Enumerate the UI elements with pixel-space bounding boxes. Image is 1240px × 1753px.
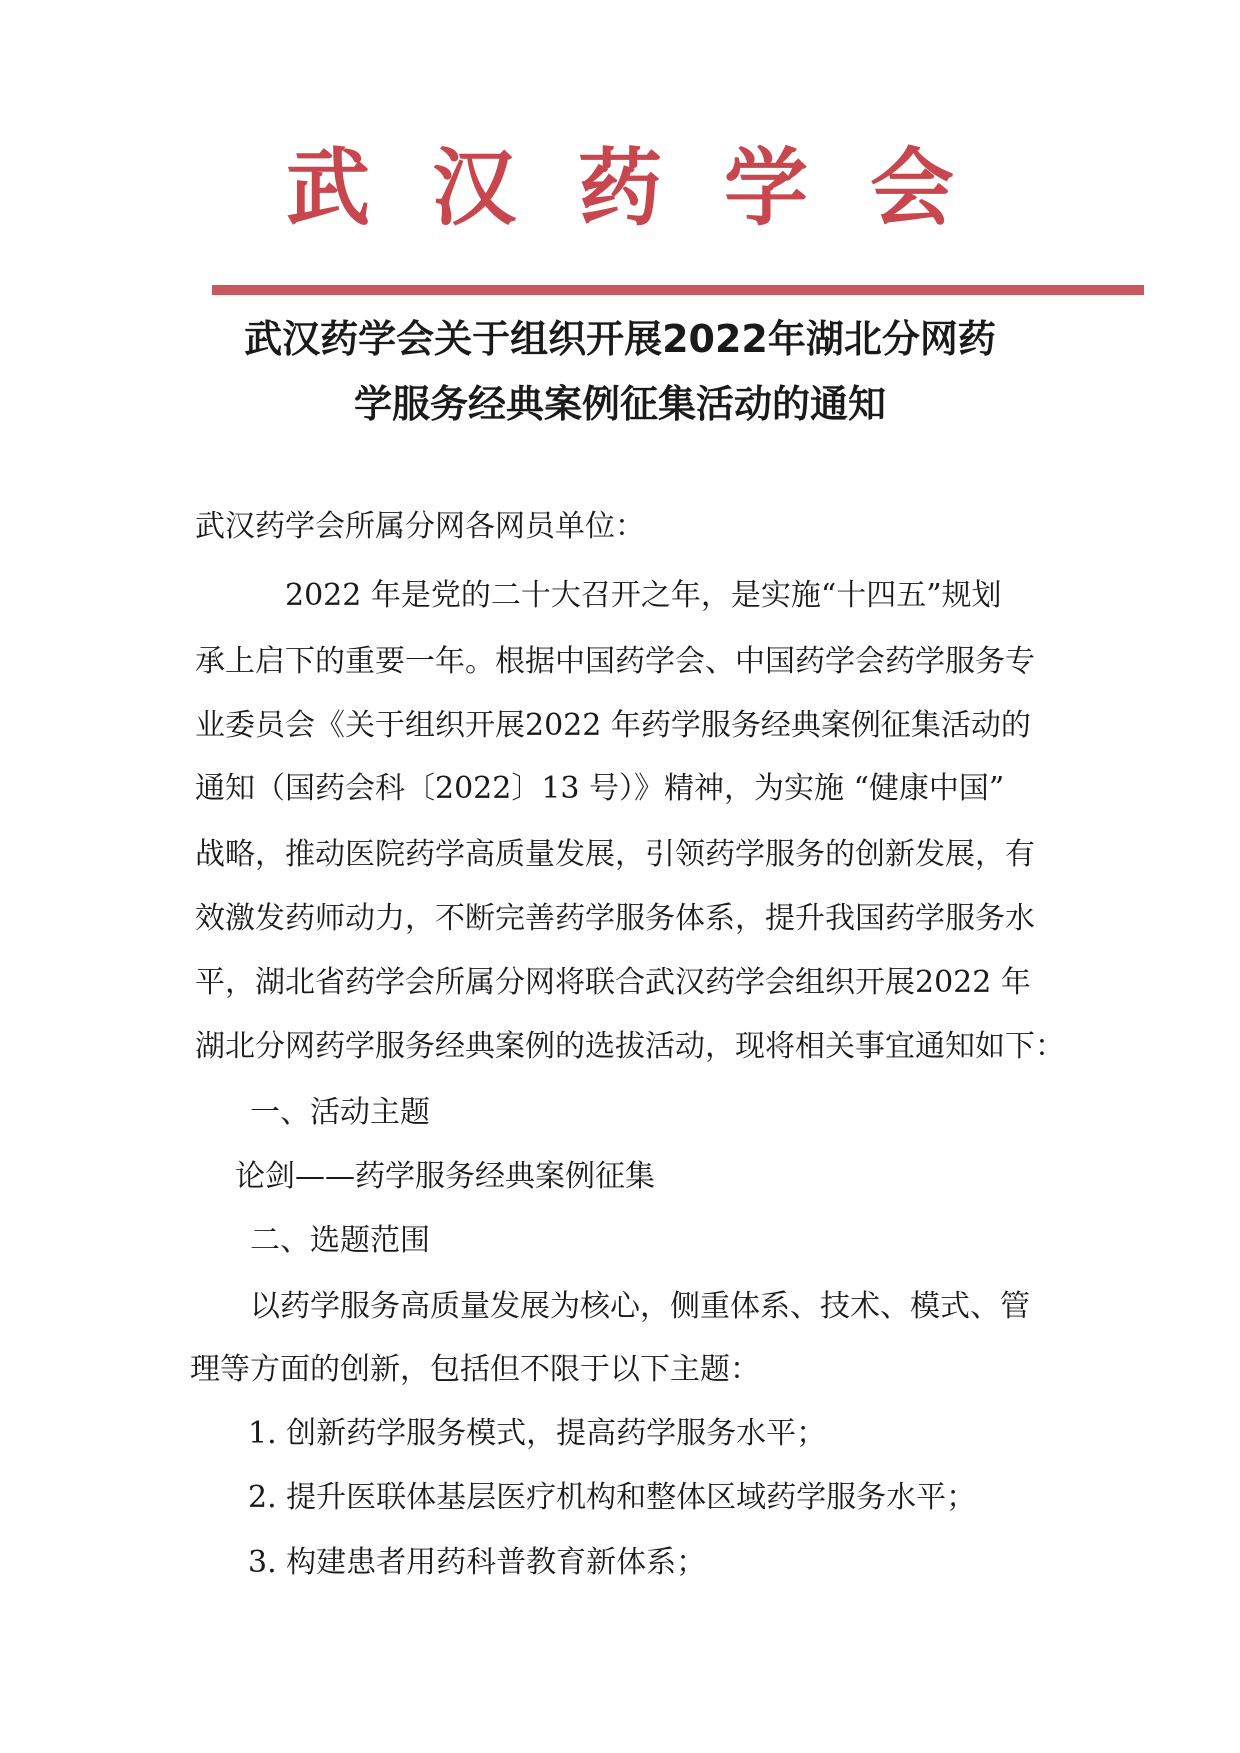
paragraph-line: 以药学服务高质量发展为核心，侧重体系、技术、模式、管	[250, 1289, 1030, 1324]
section-heading-theme: 一、活动主题	[250, 1095, 430, 1130]
topic-item: 1. 创新药学服务模式，提高药学服务水平；	[248, 1416, 827, 1451]
section-heading-scope: 二、选题范围	[250, 1223, 430, 1258]
paragraph-line: 通知（国药会科〔2022〕13 号）》精神，为实施 “健康中国”	[195, 771, 1005, 806]
document-title-line-1: 武汉药学会关于组织开展2022年湖北分网药	[244, 317, 996, 361]
document-title-line-2: 学服务经典案例征集活动的通知	[353, 382, 886, 426]
paragraph-line: 2022 年是党的二十大召开之年，是实施“十四五”规划	[285, 578, 1002, 613]
topic-item: 3. 构建患者用药科普教育新体系；	[248, 1545, 707, 1580]
paragraph-line: 承上启下的重要一年。根据中国药学会、中国药学会药学服务专	[195, 644, 1035, 679]
paragraph-line: 业委员会《关于组织开展2022 年药学服务经典案例征集活动的	[195, 708, 1031, 743]
salutation: 武汉药学会所属分网各网员单位：	[195, 509, 645, 544]
paragraph-line: 平，湖北省药学会所属分网将联合武汉药学会组织开展2022 年	[195, 965, 1031, 1000]
topic-item: 2. 提升医联体基层医疗机构和整体区域药学服务水平；	[248, 1480, 977, 1515]
red-divider-rule	[212, 285, 1144, 295]
paragraph-line: 效激发药师动力，不断完善药学服务体系，提升我国药学服务水	[195, 901, 1035, 936]
organization-header: 武汉药学会	[285, 138, 1016, 237]
section-theme-text: 论剑——药学服务经典案例征集	[235, 1159, 655, 1194]
paragraph-line: 战略，推动医院药学高质量发展，引领药学服务的创新发展，有	[195, 837, 1035, 872]
paragraph-line: 湖北分网药学服务经典案例的选拔活动，现将相关事宜通知如下：	[195, 1029, 1065, 1064]
paragraph-line: 理等方面的创新，包括但不限于以下主题：	[190, 1352, 760, 1387]
